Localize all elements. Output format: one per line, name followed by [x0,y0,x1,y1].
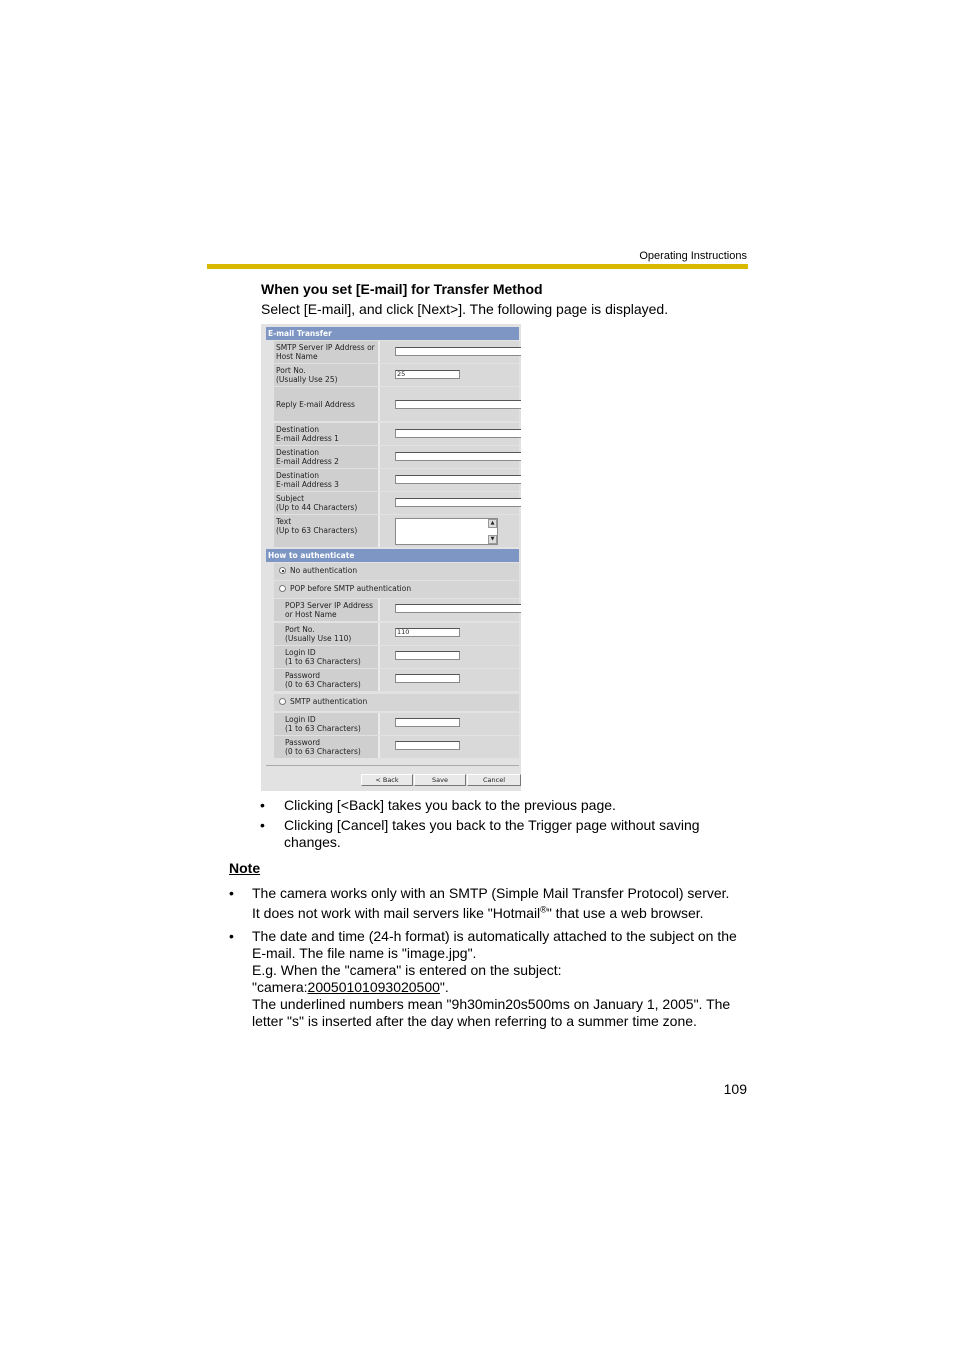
dest3-input[interactable] [395,475,521,484]
smtp-password-row [274,736,519,758]
dest1-row [274,423,519,445]
smtp-port-input[interactable]: 25 [395,370,460,379]
reply-email-row [274,387,519,421]
no-auth-label: No authentication [290,566,358,575]
header-rule [207,264,748,269]
row-label: Subject (Up to 44 Characters) [276,494,358,512]
email-transfer-bar: E-mail Transfer [266,327,519,340]
pop3-port-input[interactable]: 110 [395,628,460,637]
dest3-row [274,469,519,491]
section-title: When you set [E-mail] for Transfer Method [261,281,543,297]
smtp-password-input[interactable] [395,741,460,750]
no-auth-row [274,563,519,580]
pop-auth-row [274,581,519,598]
cancel-button[interactable]: Cancel [467,774,521,786]
smtp-server-row [274,341,519,363]
page-number: 109 [723,1081,747,1097]
note-heading: Note [229,860,261,876]
row-label: Login ID (1 to 63 Characters) [285,715,361,733]
bullet-back: • Clicking [<Back] takes you back to the previous page. [260,797,616,813]
pop-password-row [274,669,519,691]
pop-login-input[interactable] [395,651,460,660]
smtp-auth-radio[interactable] [279,698,286,705]
pop-login-row [274,646,519,668]
text-area[interactable] [395,518,498,545]
form-divider [266,765,519,766]
dest1-input[interactable] [395,429,521,438]
row-label: Reply E-mail Address [276,400,355,409]
pop-auth-radio[interactable] [279,585,286,592]
scroll-down-icon[interactable]: ▼ [488,535,497,544]
pop3-server-row [274,599,519,621]
save-button[interactable]: Save [414,774,466,786]
row-label: Destination E-mail Address 3 [276,471,339,489]
smtp-server-input[interactable] [395,347,521,356]
row-label: Login ID (1 to 63 Characters) [285,648,361,666]
row-label: Port No. (Usually Use 25) [276,366,338,384]
text-row [274,515,519,547]
pop3-server-input[interactable] [395,604,521,613]
no-auth-radio[interactable] [279,567,286,574]
back-button[interactable]: < Back [361,774,413,786]
email-transfer-form-screenshot [261,324,521,791]
smtp-auth-row [274,694,519,711]
note-item-datetime: • The date and time (24-h format) is automatically attached to the subject on the E-mail. The file name is "image.jpg". E.g. When the "camera" is entered on the subject: "camera:20050101093020500". The underlined numbers mean "9h30min20s500ms on January 1, 2005". The letter "s" is inserted after the day when referring to a summer time zone. [229,928,737,1029]
pop3-port-row [274,623,519,645]
note-item-smtp: • The camera works only with an SMTP (Simple Mail Transfer Protocol) server. It does not work with mail servers like "Hotmail®" that use a web browser. [229,885,730,921]
row-label: Destination E-mail Address 1 [276,425,339,443]
row-label: Password (0 to 63 Characters) [285,671,361,689]
row-label: SMTP Server IP Address or Host Name [276,343,375,361]
smtp-login-input[interactable] [395,718,460,727]
bullet-cancel: • Clicking [Cancel] takes you back to the Trigger page without saving changes. [260,817,700,850]
dest2-row [274,446,519,468]
subject-row [274,492,519,514]
running-header: Operating Instructions [639,250,747,262]
pop-password-input[interactable] [395,674,460,683]
row-label: POP3 Server IP Address or Host Name [285,601,374,619]
port-row [274,364,519,386]
dest2-input[interactable] [395,452,521,461]
smtp-auth-label: SMTP authentication [290,697,368,706]
row-label: Destination E-mail Address 2 [276,448,339,466]
smtp-login-row [274,713,519,735]
row-label: Password (0 to 63 Characters) [285,738,361,756]
how-to-authenticate-bar: How to authenticate [266,549,519,562]
pop-auth-label: POP before SMTP authentication [290,584,412,593]
subject-input[interactable] [395,498,521,507]
section-intro: Select [E-mail], and click [Next>]. The following page is displayed. [261,301,669,317]
reply-email-input[interactable] [395,400,521,409]
row-label: Port No. (Usually Use 110) [285,625,352,643]
scroll-up-icon[interactable]: ▲ [488,519,497,528]
row-label: Text (Up to 63 Characters) [276,517,358,535]
